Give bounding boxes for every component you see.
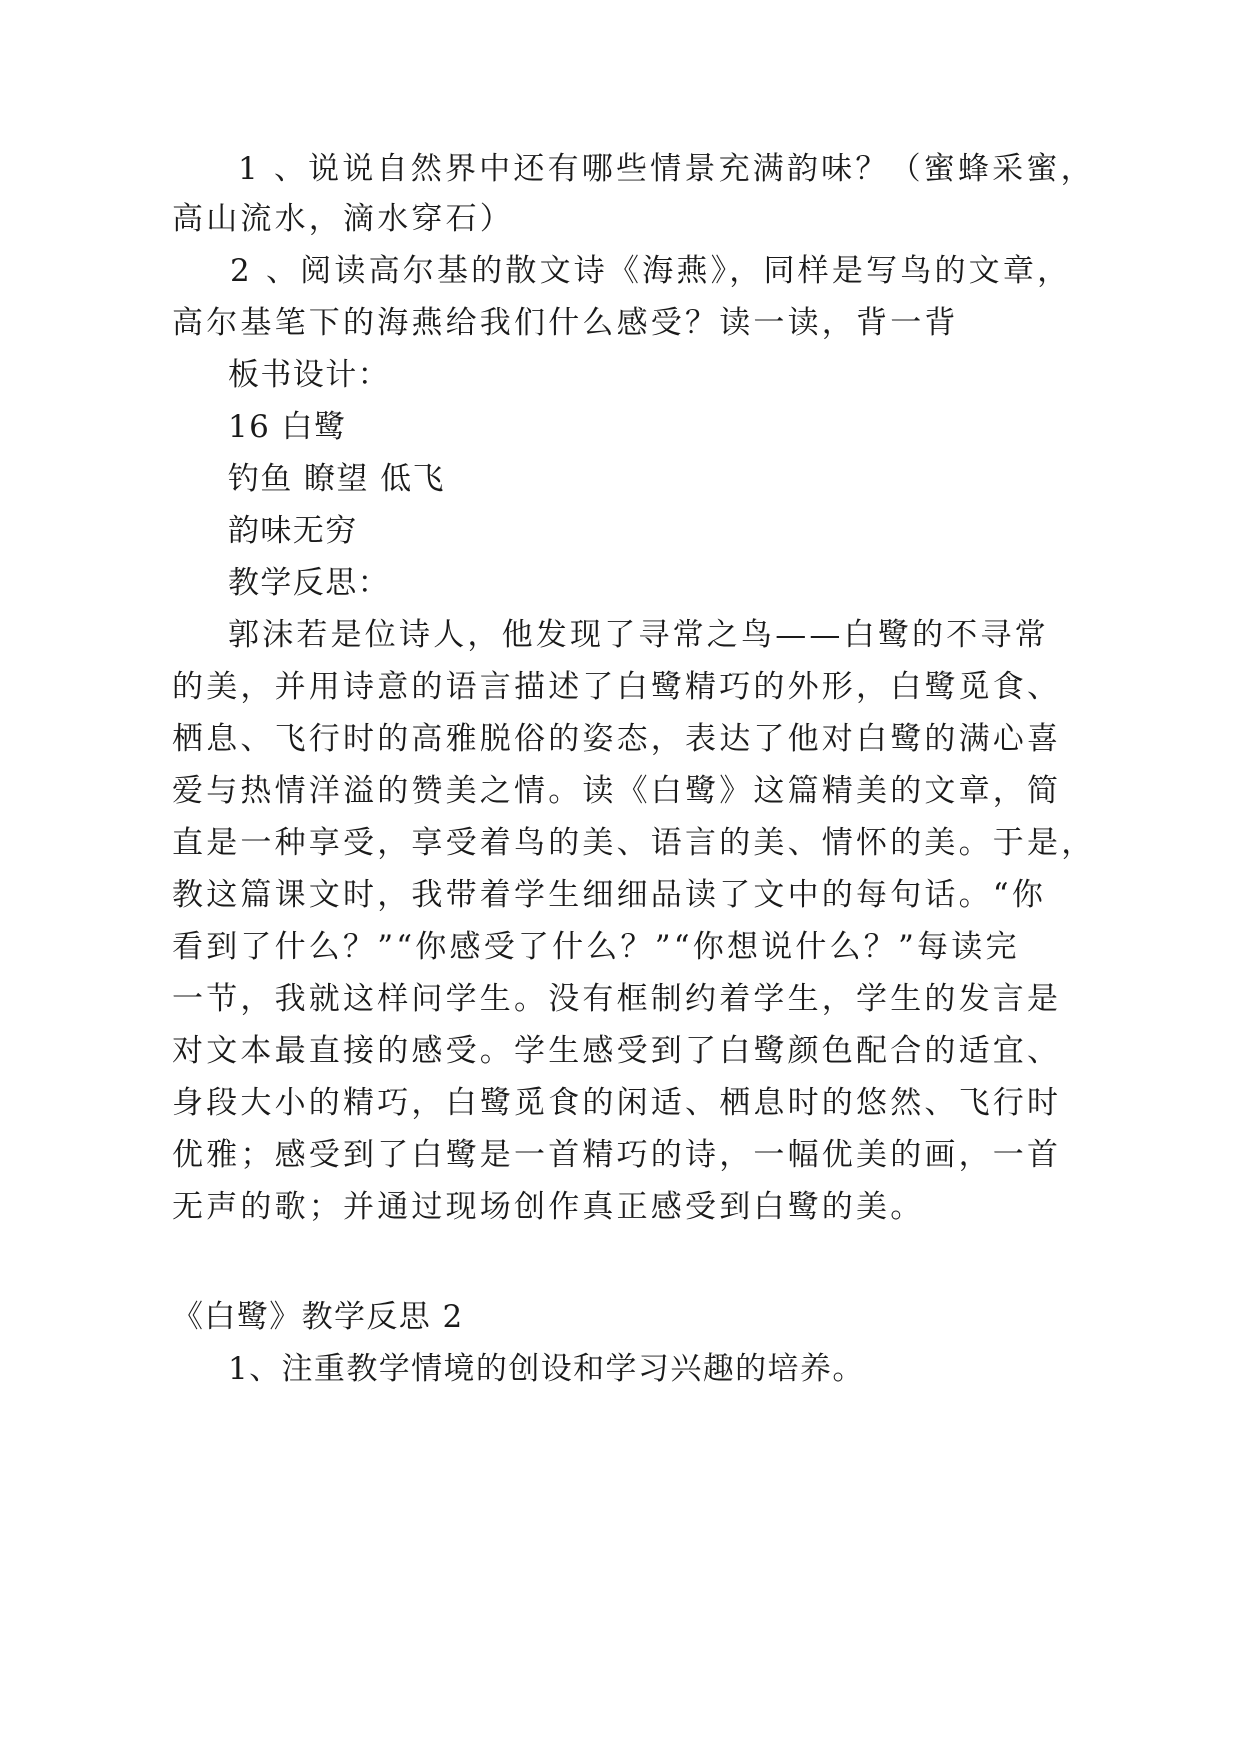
section-2-point-1: 1、注重教学情境的创设和学习兴趣的培养。 [228,1351,865,1387]
question-2-line-1: 2 、阅读高尔基的散文诗《海燕》，同样是写鸟的文章， [230,253,1072,289]
reflection-line: 郭沫若是位诗人，他发现了寻常之鸟——白鹭的不寻常 [228,617,1049,653]
reflection-line: 教这篇课文时，我带着学生细细品读了文中的每句话。“你 [172,877,1047,913]
section-2-title: 《白鹭》教学反思 2 [172,1299,464,1335]
reflection-line: 对文本最直接的感受。学生感受到了白鹭颜色配合的适宜、 [172,1033,1062,1069]
board-design-line-1: 钓鱼 瞭望 低飞 [228,461,445,497]
board-design-line-2: 韵味无穷 [228,513,358,549]
reflection-line: 看到了什么？”“你感受了什么？”“你想说什么？”每读完 [172,929,1020,965]
question-1-line-1: 1 、说说自然界中还有哪些情景充满韵味？（蜜蜂采蜜， [238,151,1095,187]
board-design-heading: 板书设计： [228,357,390,393]
reflection-line: 身段大小的精巧，白鹭觅食的闲适、栖息时的悠然、飞行时 [172,1085,1062,1121]
reflection-line: 无声的歌；并通过现场创作真正感受到白鹭的美。 [172,1189,925,1225]
reflection-line: 一节，我就这样问学生。没有框制约着学生，学生的发言是 [172,981,1062,1017]
question-1-line-2: 高山流水，滴水穿石） [172,201,514,237]
reflection-line: 的美，并用诗意的语言描述了白鹭精巧的外形，白鹭觅食、 [172,669,1062,705]
reflection-line: 优雅；感受到了白鹭是一首精巧的诗，一幅优美的画，一首 [172,1137,1062,1173]
reflection-line: 直是一种享受，享受着鸟的美、语言的美、情怀的美。于是， [172,825,1096,861]
question-2-line-2: 高尔基笔下的海燕给我们什么感受？读一读，背一背 [172,305,959,341]
reflection-line: 爱与热情洋溢的赞美之情。读《白鹭》这篇精美的文章，简 [172,773,1062,809]
reflection-line: 栖息、飞行时的高雅脱俗的姿态，表达了他对白鹭的满心喜 [172,721,1062,757]
board-design-title: 16 白鹭 [228,409,347,445]
reflection-heading: 教学反思： [228,565,390,601]
